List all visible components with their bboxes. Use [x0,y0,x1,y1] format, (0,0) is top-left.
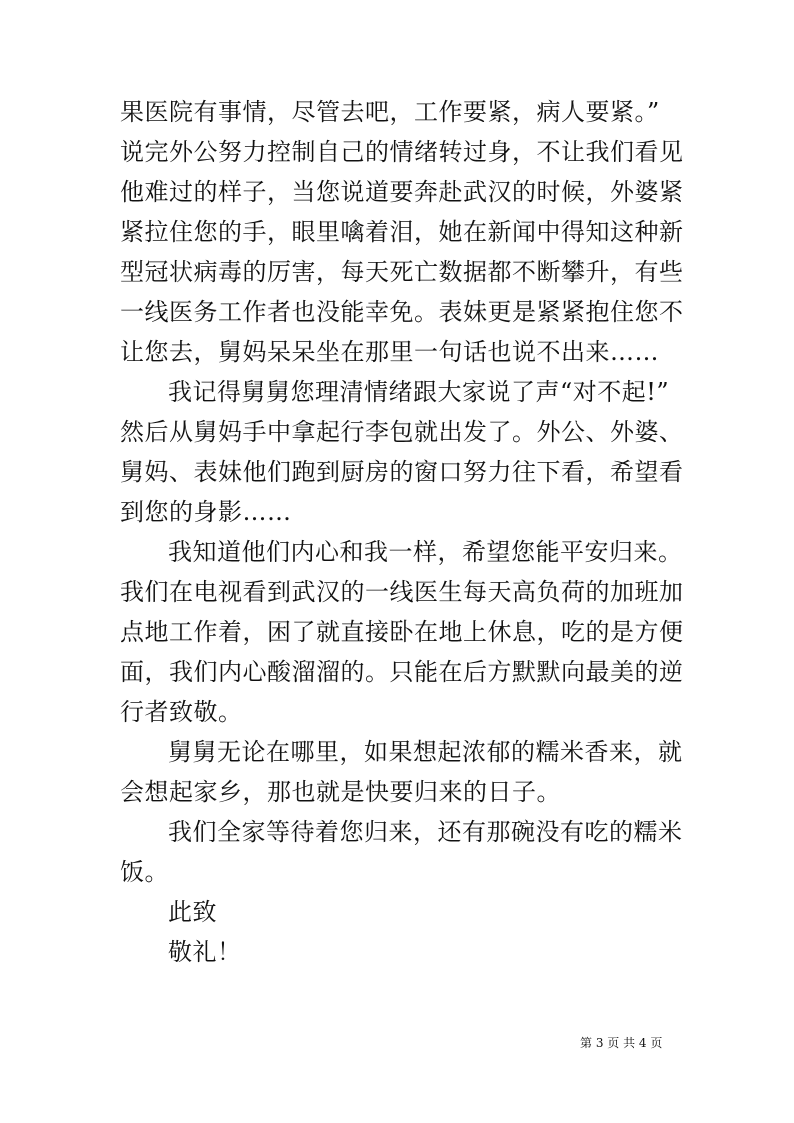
paragraph-start-line: 我知道他们内心和我一样，希望您能平安归来。 [168,538,683,566]
text-line: 到您的身影…… [120,498,292,526]
text-line: 会想起家乡，那也就是快要归来的日子。 [120,778,561,806]
text-line: 面，我们内心酸溜溜的。只能在后方默默向最美的逆 [120,658,684,686]
paragraph-start-line: 我记得舅舅您理清情绪跟大家说了声“对不起!” [168,378,670,406]
text-line: 型冠状病毒的厉害，每天死亡数据都不断攀升，有些 [120,258,684,286]
text-line: 然后从舅妈手中拿起行李包就出发了。外公、外婆、 [120,418,684,446]
letter-body [120,92,684,972]
closing-salutation: 此致 [168,898,217,926]
text-line: 我们在电视看到武汉的一线医生每天高负荷的加班加 [120,578,684,606]
page-number-footer: 第 3 页 共 4 页 [580,1036,663,1050]
text-line: 果医院有事情，尽管去吧，工作要紧，病人要紧。” [120,98,660,126]
paragraph-start-line: 我们全家等待着您归来，还有那碗没有吃的糯米 [168,818,683,846]
text-line: 说完外公努力控制自己的情绪转过身，不让我们看见 [120,138,684,166]
text-line: 饭。 [120,858,169,886]
text-line: 点地工作着，困了就直接卧在地上休息，吃的是方便 [120,618,684,646]
text-line: 他难过的样子，当您说道要奔赴武汉的时候，外婆紧 [120,178,684,206]
paragraph-start-line: 舅舅无论在哪里，如果想起浓郁的糯米香来，就 [168,738,683,766]
text-line: 一线医务工作者也没能幸免。表妹更是紧紧抱住您不 [120,298,684,326]
text-line: 行者致敬。 [120,698,243,726]
text-line: 舅妈、表妹他们跑到厨房的窗口努力往下看，希望看 [120,458,684,486]
closing-regards: 敬礼！ [168,938,242,966]
text-line: 紧拉住您的手，眼里噙着泪，她在新闻中得知这种新 [120,218,684,246]
text-line: 让您去，舅妈呆呆坐在那里一句话也说不出来…… [120,338,659,366]
